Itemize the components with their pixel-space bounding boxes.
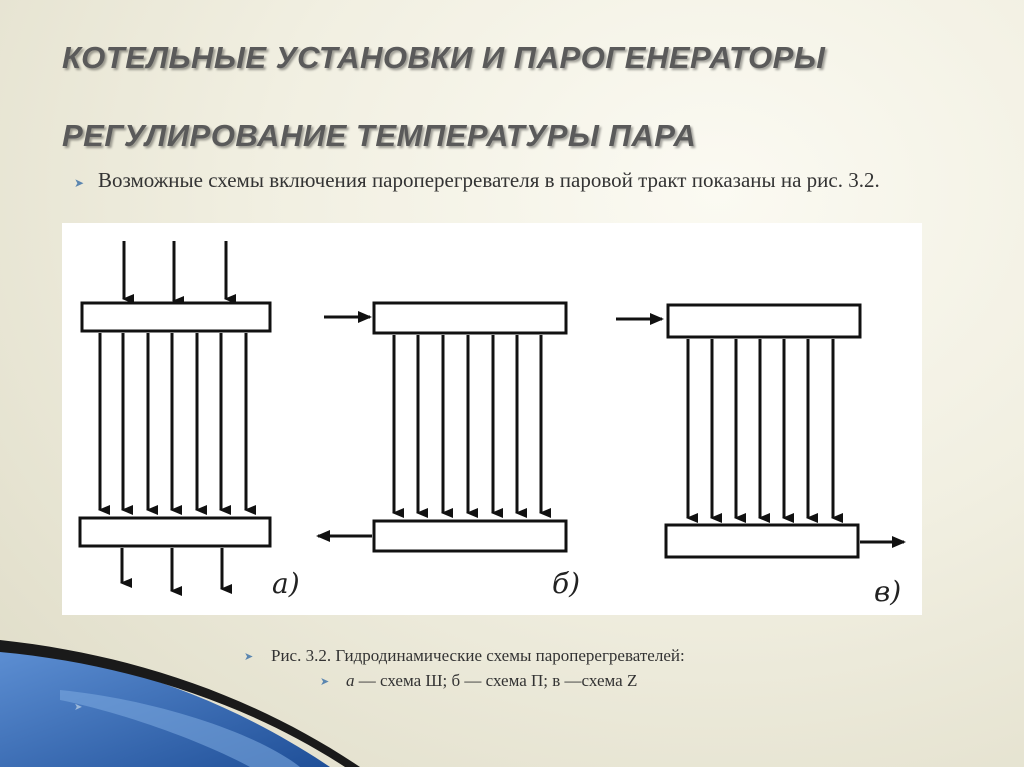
scheme-c — [616, 305, 904, 557]
slide-title: КОТЕЛЬНЫЕ УСТАНОВКИ И ПАРОГЕНЕРАТОРЫ — [62, 40, 826, 75]
label-c: в) — [874, 575, 902, 608]
bullet-arrow-icon: ➤ — [74, 176, 85, 190]
empty-bullet-icon: ➤ — [74, 702, 83, 713]
slide-subtitle: РЕГУЛИРОВАНИЕ ТЕМПЕРАТУРЫ ПАРА — [62, 118, 697, 153]
figure-caption: Рис. 3.2. Гидродинамические схемы пароперегревателей: — [271, 646, 685, 665]
scheme-a — [80, 241, 270, 591]
bullet-text: Возможные схемы включения пароперегревателя в паровой тракт показаны на рис. 3.2. — [98, 168, 880, 192]
scheme-b — [318, 303, 566, 551]
caption-legend-prefix: а — [346, 671, 355, 690]
caption-legend-rest: — схема Ш; б — схема П; в —схема Z — [354, 671, 638, 690]
figure-caption-legend — [346, 671, 637, 691]
label-a: а) — [272, 567, 300, 600]
label-b: б) — [552, 567, 581, 600]
caption-arrow-icon: ➤ — [244, 651, 254, 663]
figure-superheater-schemes — [62, 223, 922, 615]
caption-sub-arrow-icon: ➤ — [320, 676, 330, 688]
